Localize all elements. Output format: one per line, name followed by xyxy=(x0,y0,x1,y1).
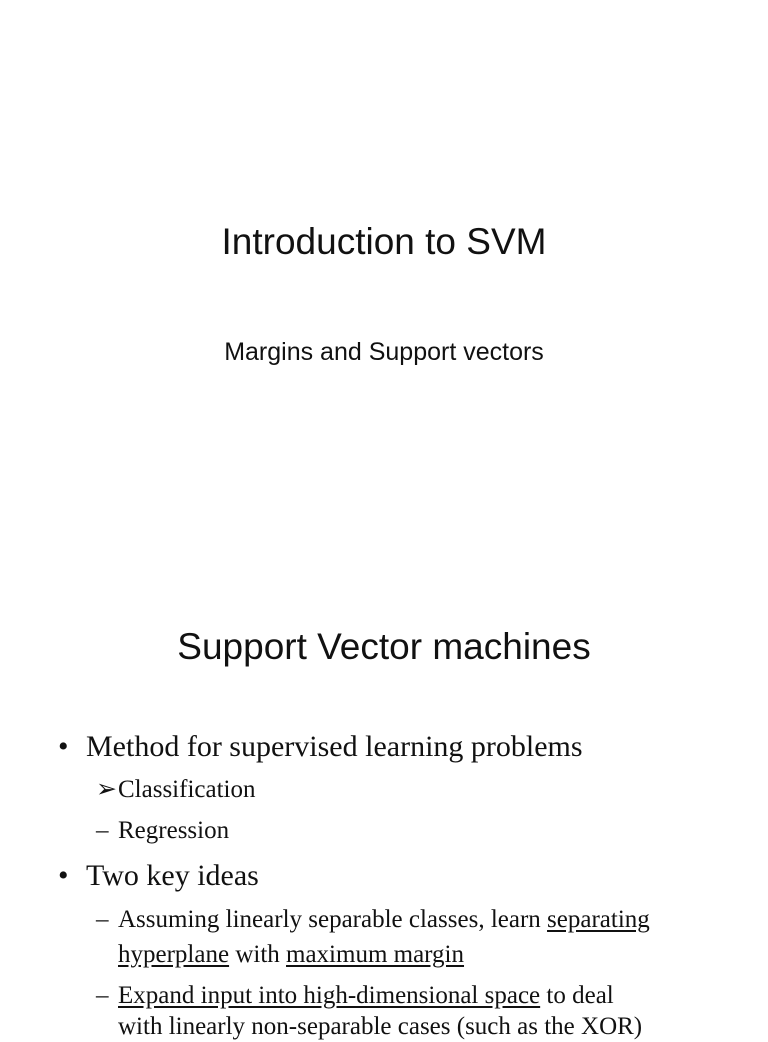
dash-marker: – xyxy=(96,906,109,933)
subitem-text: Assuming linearly separable classes, learn xyxy=(118,906,548,933)
dash-marker: – xyxy=(96,982,109,1009)
underlined-term-hyperplane: hyperplane xyxy=(118,941,230,968)
underlined-term-separating: separating xyxy=(547,906,650,933)
subitem-linear-separable xyxy=(118,905,650,935)
bullet-marker: • xyxy=(58,859,69,892)
subitem-regression: Regression xyxy=(118,817,230,844)
underlined-term-maximum-margin: maximum margin xyxy=(286,941,465,968)
subitem-text: to deal xyxy=(540,982,614,1009)
slide1-subtitle: Margins and Support vectors xyxy=(224,338,544,366)
bullet-two-key-ideas: Two key ideas xyxy=(86,859,259,892)
subitem-classification: Classification xyxy=(118,776,256,803)
subitem-linear-separable-cont xyxy=(118,940,464,970)
arrow-bullet-icon: ➢ xyxy=(96,776,117,803)
subitem-expand-input xyxy=(118,981,614,1011)
bullet-supervised-learning: Method for supervised learning problems xyxy=(86,730,583,763)
subitem-text: with xyxy=(229,941,287,968)
underlined-term-high-dimensional: Expand input into high-dimensional space xyxy=(118,982,541,1009)
subitem-expand-input-cont: with linearly non-separable cases (such as the XOR) xyxy=(118,1013,643,1040)
dash-marker: – xyxy=(96,817,109,844)
slide1-title: Introduction to SVM xyxy=(221,221,547,262)
bullet-marker: • xyxy=(58,730,69,763)
slide2-title: Support Vector machines xyxy=(177,626,591,667)
